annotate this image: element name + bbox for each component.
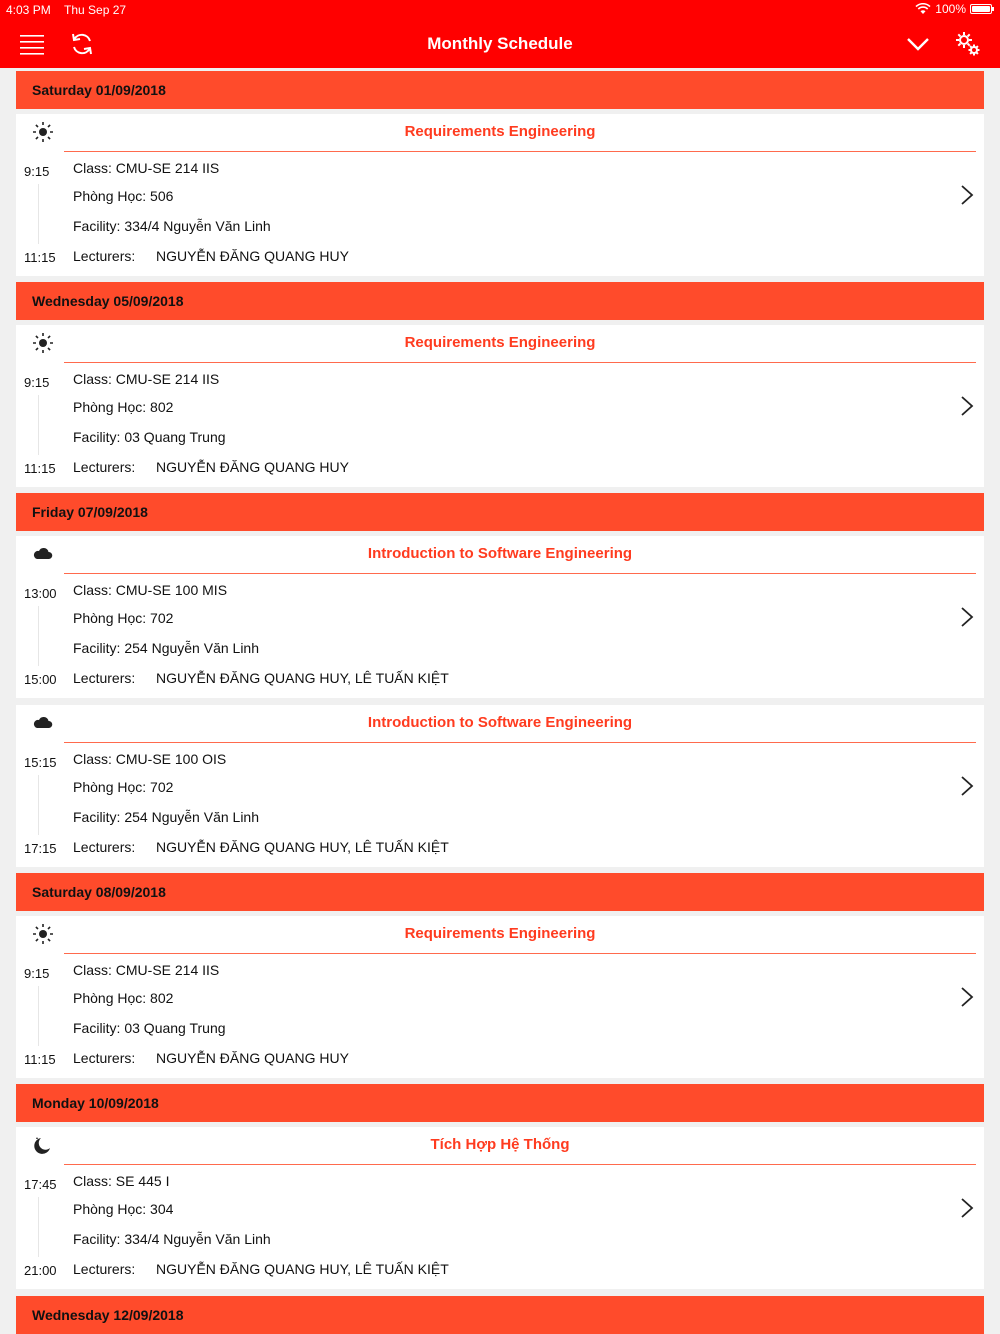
lesson-card[interactable] bbox=[16, 1127, 984, 1289]
battery-icon bbox=[970, 4, 992, 14]
start-time: 9:15 bbox=[24, 375, 50, 390]
room-text: Phòng Học: 802 bbox=[73, 990, 174, 1006]
start-time: 17:45 bbox=[24, 1177, 57, 1192]
lecturers-names: NGUYỄN ĐĂNG QUANG HUY bbox=[156, 248, 349, 264]
start-time: 9:15 bbox=[24, 966, 50, 981]
lecturers-label: Lecturers: bbox=[73, 459, 136, 475]
start-time: 9:15 bbox=[24, 164, 50, 179]
lecturers-names: NGUYỄN ĐĂNG QUANG HUY bbox=[156, 459, 349, 475]
time-line bbox=[38, 1197, 39, 1257]
lesson-card[interactable] bbox=[16, 114, 984, 276]
lesson-card[interactable] bbox=[16, 705, 984, 867]
facility-text: Facility: 03 Quang Trung bbox=[73, 429, 226, 445]
chevron-right-icon[interactable] bbox=[960, 184, 974, 206]
divider bbox=[64, 362, 976, 363]
end-time: 21:00 bbox=[24, 1263, 57, 1278]
end-time: 15:00 bbox=[24, 672, 57, 687]
time-line bbox=[38, 606, 39, 666]
time-line bbox=[38, 986, 39, 1046]
class-text: Class: CMU-SE 100 OIS bbox=[73, 751, 227, 767]
lecturers-label: Lecturers: bbox=[73, 248, 136, 264]
date-header: Friday 07/09/2018 bbox=[16, 493, 984, 531]
chevron-right-icon[interactable] bbox=[960, 395, 974, 417]
gear-icon bbox=[954, 30, 982, 58]
schedule-list[interactable] bbox=[0, 68, 1000, 1334]
end-time: 11:15 bbox=[24, 250, 56, 265]
date-header: Saturday 01/09/2018 bbox=[16, 71, 984, 109]
lesson-card[interactable] bbox=[16, 916, 984, 1078]
course-title: Requirements Engineering bbox=[404, 123, 596, 140]
divider bbox=[64, 151, 976, 152]
settings-button[interactable] bbox=[952, 28, 984, 60]
lecturers-row bbox=[73, 1261, 449, 1277]
facility-text: Facility: 03 Quang Trung bbox=[73, 1020, 226, 1036]
facility-text: Facility: 254 Nguyễn Văn Linh bbox=[73, 640, 259, 656]
facility-text: Facility: 334/4 Nguyễn Văn Linh bbox=[73, 218, 271, 234]
lesson-card[interactable] bbox=[16, 325, 984, 487]
lecturers-names: NGUYỄN ĐĂNG QUANG HUY, LÊ TUẤN KIỆT bbox=[156, 670, 449, 686]
lecturers-names: NGUYỄN ĐĂNG QUANG HUY bbox=[156, 1050, 349, 1066]
room-text: Phòng Học: 702 bbox=[73, 610, 174, 626]
date-header: Monday 10/09/2018 bbox=[16, 1084, 984, 1122]
class-text: Class: CMU-SE 214 IIS bbox=[73, 160, 220, 176]
chevron-right-icon[interactable] bbox=[960, 1197, 974, 1219]
lecturers-names: NGUYỄN ĐĂNG QUANG HUY, LÊ TUẤN KIỆT bbox=[156, 1261, 449, 1277]
start-time: 15:15 bbox=[24, 755, 57, 770]
status-time: 4:03 PM bbox=[6, 3, 51, 17]
class-text: Class: CMU-SE 214 IIS bbox=[73, 962, 220, 978]
course-title: Requirements Engineering bbox=[404, 925, 596, 942]
class-text: Class: SE 445 I bbox=[73, 1173, 170, 1189]
lecturers-row bbox=[73, 248, 349, 264]
time-line bbox=[38, 184, 39, 244]
room-text: Phòng Học: 304 bbox=[73, 1201, 174, 1217]
lecturers-row bbox=[73, 459, 349, 475]
class-text: Class: CMU-SE 100 MIS bbox=[73, 582, 228, 598]
course-title: Introduction to Software Engineering bbox=[367, 714, 633, 731]
lecturers-row bbox=[73, 1050, 349, 1066]
class-text: Class: CMU-SE 214 IIS bbox=[73, 371, 220, 387]
page-title: Monthly Schedule bbox=[427, 34, 573, 53]
lecturers-label: Lecturers: bbox=[73, 670, 136, 686]
chevron-down-icon bbox=[905, 36, 931, 52]
end-time: 11:15 bbox=[24, 461, 56, 476]
course-title: Requirements Engineering bbox=[404, 334, 596, 351]
status-bar bbox=[0, 0, 1000, 20]
date-header: Wednesday 12/09/2018 bbox=[16, 1296, 984, 1334]
course-title: Introduction to Software Engineering bbox=[367, 545, 633, 562]
status-date: Thu Sep 27 bbox=[64, 3, 127, 17]
chevron-right-icon[interactable] bbox=[960, 986, 974, 1008]
chevron-right-icon[interactable] bbox=[960, 775, 974, 797]
room-text: Phòng Học: 702 bbox=[73, 779, 174, 795]
lesson-card[interactable] bbox=[16, 536, 984, 698]
battery-text: 100% bbox=[935, 2, 966, 16]
divider bbox=[64, 573, 976, 574]
chevron-right-icon[interactable] bbox=[960, 606, 974, 628]
divider bbox=[64, 953, 976, 954]
lecturers-row bbox=[73, 839, 449, 855]
lecturers-names: NGUYỄN ĐĂNG QUANG HUY, LÊ TUẤN KIỆT bbox=[156, 839, 449, 855]
divider bbox=[64, 1164, 976, 1165]
lecturers-row bbox=[73, 670, 449, 686]
divider bbox=[64, 742, 976, 743]
start-time: 13:00 bbox=[24, 586, 57, 601]
lecturers-label: Lecturers: bbox=[73, 839, 136, 855]
dropdown-button[interactable] bbox=[902, 28, 934, 60]
course-title: Tích Hợp Hệ Thống bbox=[430, 1136, 570, 1153]
facility-text: Facility: 334/4 Nguyễn Văn Linh bbox=[73, 1231, 271, 1247]
wifi-icon bbox=[915, 3, 931, 15]
room-text: Phòng Học: 506 bbox=[73, 188, 174, 204]
time-line bbox=[38, 395, 39, 455]
facility-text: Facility: 254 Nguyễn Văn Linh bbox=[73, 809, 259, 825]
status-right bbox=[915, 2, 992, 16]
date-header: Saturday 08/09/2018 bbox=[16, 873, 984, 911]
end-time: 17:15 bbox=[24, 841, 57, 856]
time-line bbox=[38, 775, 39, 835]
top-bar bbox=[0, 0, 1000, 68]
room-text: Phòng Học: 802 bbox=[73, 399, 174, 415]
lecturers-label: Lecturers: bbox=[73, 1261, 136, 1277]
end-time: 11:15 bbox=[24, 1052, 56, 1067]
date-header: Wednesday 05/09/2018 bbox=[16, 282, 984, 320]
lecturers-label: Lecturers: bbox=[73, 1050, 136, 1066]
